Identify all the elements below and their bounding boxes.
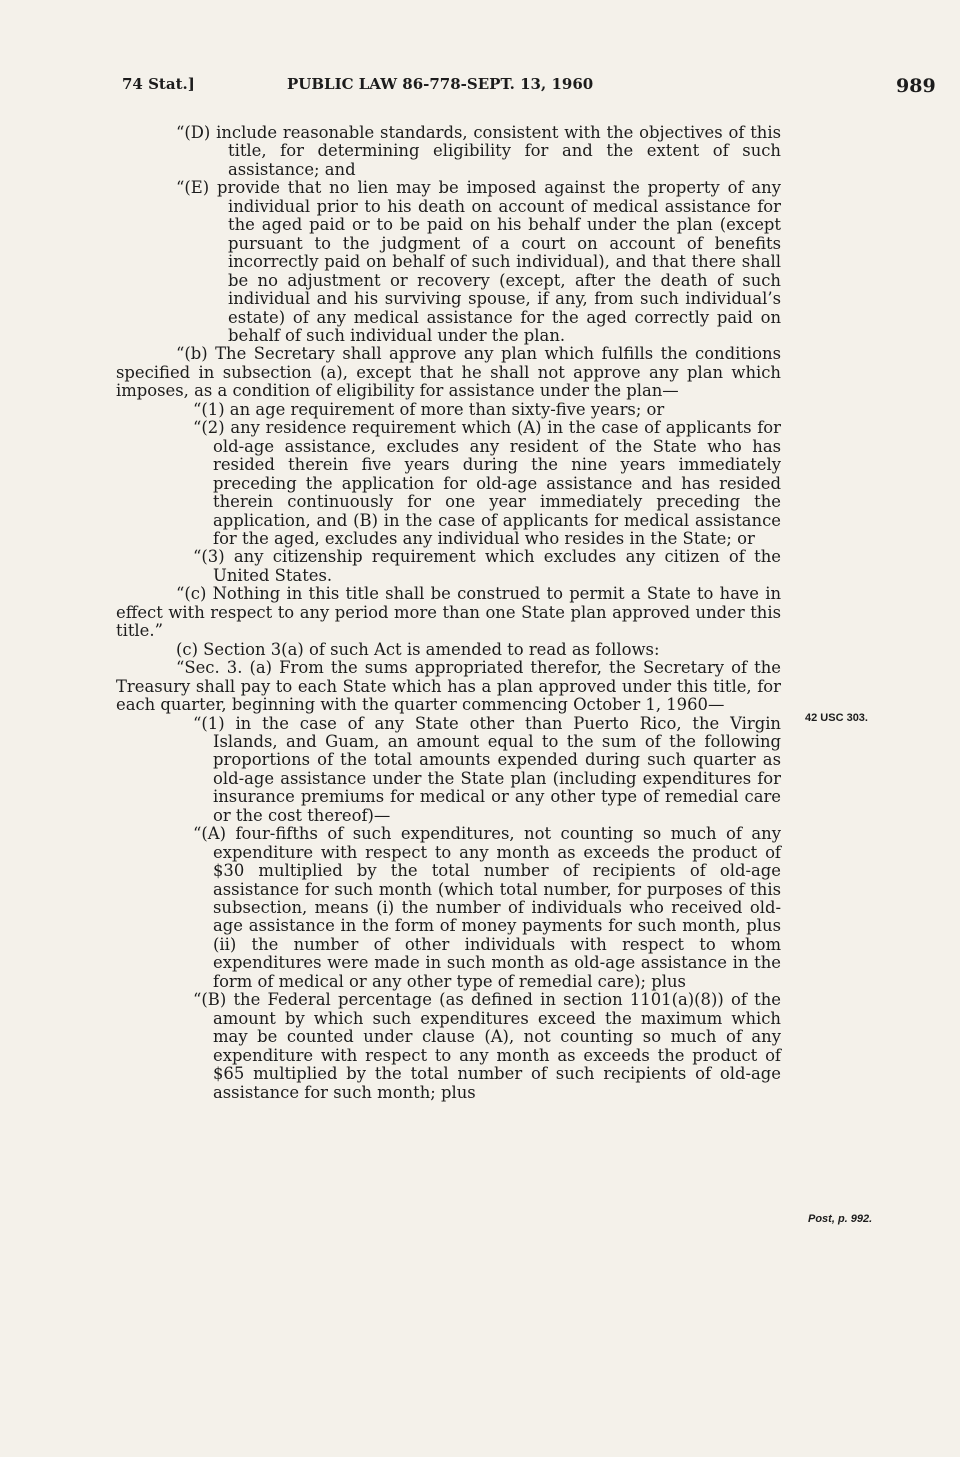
clause-b: “(B) the Federal percentage (as defined in section 1101(a)(8)) of the amount by which such expenditures exceed the maximum which may be counted under clause (A), not counting so much of any expenditure with respect to any month as exceeds the product of $65 multiplied by the total number of such recipients of old-age assistance for such month; plus [193,990,781,1102]
running-header [0,75,960,101]
paragraph-b: “(b) The Secretary shall approve any plan which fulfills the conditions specified in subsection (a), except that he shall not approve any plan which imposes, as a condition of eligibility for assistance under the plan— [116,344,781,401]
paragraph-b-1: “(1) an age requirement of more than sixty-five years; or [193,399,665,419]
paragraph-c: “(c) Nothing in this title shall be construed to permit a State to have in effect with respect to any period more than one State plan approved under this title.” [116,584,781,641]
section-3a-1: “(1) in the case of any State other than Puerto Rico, the Virgin Islands, and Guam, an amount equal to the sum of the following proportions of the total amounts expended during such quarter as old-age assistance under the State plan (including expenditures for insurance premiums for medical or any other type of remedial care or the cost thereof)— [193,713,781,825]
paragraph-b-3: “(3) any citizenship requirement which excludes any citizen of the United States. [193,547,781,585]
section-3a: “Sec. 3. (a) From the sums appropriated therefor, the Secretary of the Treasury shall pay to each State which has a plan approved under this title, for each quarter, beginning with the quarter commencing October 1, 1960— [116,658,781,715]
running-title: PUBLIC LAW 86-778-SEPT. 13, 1960 [287,75,594,93]
paragraph-b-2: “(2) any residence requirement which (A) in the case of applicants for old-age assistance, excludes any resident of the State who has resided therein five years during the nine years immediately preceding the application for old-age assistance and has resided therein continuously for one year immediately preceding the application, and (B) in the case of applicants for medical assistance for the aged, excludes any individual who resides in the State; or [193,418,781,548]
clause-a: “(A) four-fifths of such expenditures, not counting so much of any expenditure with respect to any month as exceeds the product of $30 multiplied by the total number of recipients of old-age assistance for such month (which total number, for purposes of this subsection, means (i) the number of individuals who received old-age assistance in the form of money payments for such month, plus (ii) the number of other individuals with respect to whom expenditures were made in such month as old-age assistance in the form of medical or any other type of remedial care); plus [193,824,781,991]
paragraph-e: “(E) provide that no lien may be imposed against the property of any individual prior to his death on account of medical assistance for the aged paid or to be paid on his behalf under the plan (except pursuant to the judgment of a court on account of benefits incorrectly paid on behalf of such individual), and that there shall be no adjustment or recovery (except, after the death of such individual and his surviving spouse, if any, from such individual’s estate) of any medical assistance for the aged correctly paid on behalf of such individual under the plan. [176,178,781,345]
amendment-c: (c) Section 3(a) of such Act is amended to read as follows: [176,639,660,659]
volume-reference: 74 Stat.] [122,75,195,93]
page-number: 989 [896,75,936,97]
paragraph-d: “(D) include reasonable standards, consistent with the objectives of this title, for determining eligibility for and the extent of such assistance; and [176,123,781,179]
post-margin-note: Post, p. 992. [808,1213,873,1225]
usc-margin-note: 42 USC 303. [805,712,868,724]
statute-body [116,124,781,1102]
